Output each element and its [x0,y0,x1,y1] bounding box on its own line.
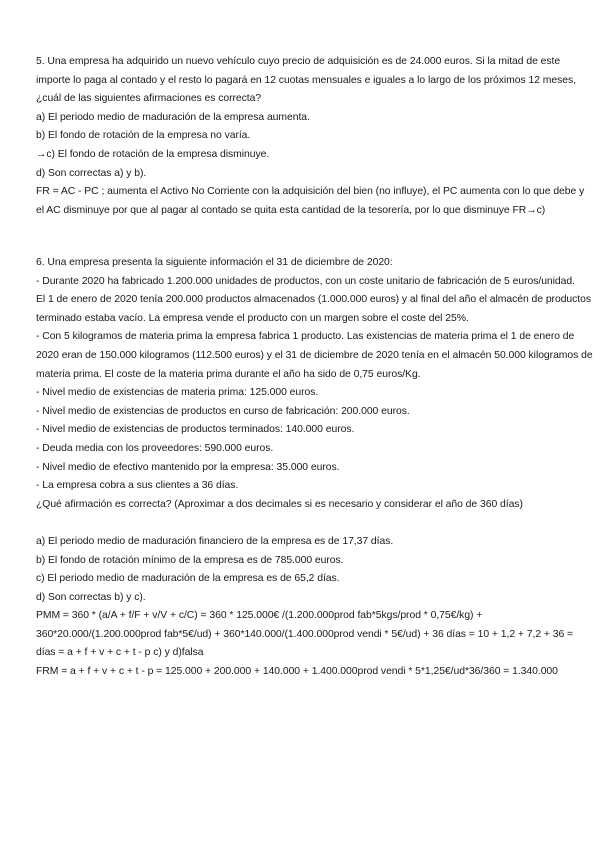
q6-option-a: a) El periodo medio de maduración financiero de la empresa es de 17,37 días. [36,535,394,547]
q6-info-line: El 1 de enero de 2020 tenía 200.000 productos almacenados (1.000.000 euros) y al final del año el almacén de productos [36,294,592,306]
q6-info-line: - Nivel medio de existencias de productos en curso de fabricación: 200.000 euros. [36,405,410,417]
q6-info-line: - Nivel medio de efectivo mantenido por la empresa: 35.000 euros. [36,461,340,473]
question-6 [36,254,602,682]
q6-info-line: - Nivel medio de existencias de productos terminados: 140.000 euros. [36,424,355,436]
q6-info-line: - Deuda media con los proveedores: 590.000 euros. [36,442,274,454]
q6-formula-line: FRM = a + f + v + c + t - p = 125.000 + 200.000 + 140.000 + 1.400.000prod vendi * 5*1,25€/ud*36/360 = 1.340.000 [36,666,558,678]
q5-option-d: d) Son correctas a) y b). [36,167,147,179]
q6-info-line: 2020 eran de 150.000 kilogramos (112.500 euros) y el 31 de diciembre de 2020 tenía en el almacén 50.000 kilogramos de [36,349,593,361]
q5-option-b: b) El fondo de rotación de la empresa no varía. [36,130,251,142]
q6-question: ¿Qué afirmación es correcta? (Aproximar a dos decimales si es necesario y considerar el año de 360 días) [36,498,523,510]
blank-line [36,514,602,533]
q6-option-b: b) El fondo de rotación mínimo de la empresa es de 785.000 euros. [36,554,344,566]
q6-info-line: - Nivel medio de existencias de materia prima: 125.000 euros. [36,387,319,399]
q6-formula-line: 360*20.000/(1.200.000prod fab*5€/ud) + 360*140.000/(1.400.000prod vendi * 5€/ud) + 36 días = 10 + 1,2 + 7,2 + 36 = [36,628,574,640]
q6-info-line: - La empresa cobra a sus clientes a 36 días. [36,480,239,492]
q6-info-line: terminado estaba vacío. La empresa vende el producto con un margen sobre el coste del 25%. [36,312,469,324]
q6-formula-line: días = a + f + v + c + t - p c) y d)falsa [36,647,204,659]
q6-option-d: d) Son correctas b) y c). [36,591,146,603]
question-5 [36,53,602,220]
q6-info-line: - Con 5 kilogramos de materia prima la empresa fabrica 1 producto. Las existencias de materia prima el 1 de enero de [36,331,575,343]
q5-explanation-line: el AC disminuye por que al pagar al contado se quita esta cantidad de la tesorería, por lo que disminuye FR→c) [36,204,546,216]
q5-line: ¿cuál de las siguientes afirmaciones es correcta? [36,93,262,105]
q6-info-line: - Durante 2020 ha fabricado 1.200.000 unidades de productos, con un coste unitario de fabricación de 5 euros/unidad. [36,275,575,287]
q5-option-a: a) El periodo medio de maduración de la empresa aumenta. [36,111,310,123]
q6-title: 6. Una empresa presenta la siguiente información el 31 de diciembre de 2020: [36,257,393,268]
q5-line: importe lo paga al contado y el resto lo pagará en 12 cuotas mensuales e iguales a lo largo de los próximos 12 meses, [36,74,576,86]
q5-line: 5. Una empresa ha adquirido un nuevo vehículo cuyo precio de adquisición es de 24.000 euros. Si la mitad de este [36,56,561,67]
q6-info-line: materia prima. El coste de la materia prima durante el año ha sido de 0,75 euros/Kg. [36,368,421,380]
q5-option-c: →c) El fondo de rotación de la empresa disminuye. [36,148,270,160]
q6-formula-line: PMM = 360 * (a/A + f/F + v/V + c/C) = 360 * 125.000€ /(1.200.000prod fab*5kgs/prod * 0,75€/kg) + [36,610,483,622]
q6-option-c: c) El periodo medio de maduración de la empresa es de 65,2 días. [36,573,340,585]
q5-explanation-line: FR = AC - PC ; aumenta el Activo No Corriente con la adquisición del bien (no influye), el PC aumenta con lo que debe y [36,186,585,198]
